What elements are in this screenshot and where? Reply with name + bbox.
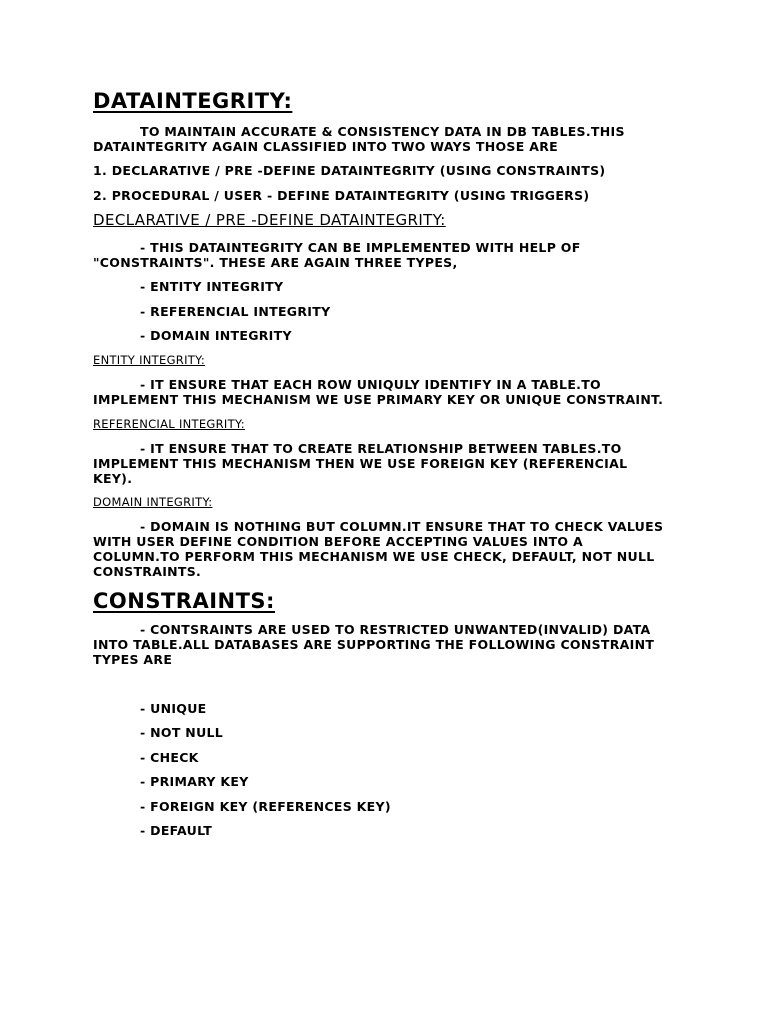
referencial-line: IMPLEMENT THIS MECHANISM THEN WE USE FOREIGN KEY (REFERENCIAL <box>93 456 628 471</box>
integrity-type-referencial: - REFERENCIAL INTEGRITY <box>140 304 331 319</box>
domain-integrity-heading: DOMAIN INTEGRITY: <box>93 495 213 509</box>
constraints-title: CONSTRAINTS: <box>93 589 275 613</box>
referencial-integrity-paragraph <box>93 441 693 486</box>
way-item-procedural: 2. PROCEDURAL / USER - DEFINE DATAINTEGRITY (USING TRIGGERS) <box>93 188 590 203</box>
constraints-line: - CONTSRAINTS ARE USED TO RESTRICTED UNWANTED(INVALID) DATA <box>140 622 651 637</box>
referencial-line: - IT ENSURE THAT TO CREATE RELATIONSHIP BETWEEN TABLES.TO <box>140 441 622 456</box>
entity-integrity-heading: ENTITY INTEGRITY: <box>93 353 206 367</box>
intro-line: DATAINTEGRITY AGAIN CLASSIFIED INTO TWO WAYS THOSE ARE <box>93 139 558 154</box>
constraint-type-foreign-key: - FOREIGN KEY (REFERENCES KEY) <box>140 799 391 814</box>
domain-line: COLUMN.TO PERFORM THIS MECHANISM WE USE CHECK, DEFAULT, NOT NULL <box>93 549 655 564</box>
entity-line: - IT ENSURE THAT EACH ROW UNIQULY IDENTIFY IN A TABLE.TO <box>140 377 601 392</box>
constraints-line: TYPES ARE <box>93 652 173 667</box>
declarative-heading: DECLARATIVE / PRE -DEFINE DATAINTEGRITY: <box>93 211 446 229</box>
constraint-type-default: - DEFAULT <box>140 823 213 838</box>
constraints-paragraph <box>93 622 693 667</box>
constraint-type-unique: - UNIQUE <box>140 701 207 716</box>
referencial-integrity-heading: REFERENCIAL INTEGRITY: <box>93 417 245 431</box>
referencial-line: KEY). <box>93 471 133 486</box>
constraints-line: INTO TABLE.ALL DATABASES ARE SUPPORTING THE FOLLOWING CONSTRAINT <box>93 637 655 652</box>
entity-line: IMPLEMENT THIS MECHANISM WE USE PRIMARY KEY OR UNIQUE CONSTRAINT. <box>93 392 664 407</box>
intro-paragraph <box>93 124 693 154</box>
domain-line: - DOMAIN IS NOTHING BUT COLUMN.IT ENSURE THAT TO CHECK VALUES <box>140 519 664 534</box>
integrity-type-domain: - DOMAIN INTEGRITY <box>140 328 292 343</box>
domain-integrity-paragraph <box>93 519 693 579</box>
intro-line: TO MAINTAIN ACCURATE & CONSISTENCY DATA IN DB TABLES.THIS <box>140 124 625 139</box>
constraint-type-not-null: - NOT NULL <box>140 725 224 740</box>
declarative-line: - THIS DATAINTEGRITY CAN BE IMPLEMENTED WITH HELP OF <box>140 240 581 255</box>
entity-integrity-paragraph <box>93 377 693 407</box>
way-item-declarative: 1. DECLARATIVE / PRE -DEFINE DATAINTEGRITY (USING CONSTRAINTS) <box>93 163 606 178</box>
constraint-type-check: - CHECK <box>140 750 199 765</box>
declarative-line: "CONSTRAINTS". THESE ARE AGAIN THREE TYPES, <box>93 255 458 270</box>
domain-line: WITH USER DEFINE CONDITION BEFORE ACCEPTING VALUES INTO A <box>93 534 583 549</box>
page-title: DATAINTEGRITY: <box>93 89 293 113</box>
constraint-type-primary-key: - PRIMARY KEY <box>140 774 249 789</box>
domain-line: CONSTRAINTS. <box>93 564 202 579</box>
declarative-paragraph <box>93 240 693 270</box>
integrity-type-entity: - ENTITY INTEGRITY <box>140 279 284 294</box>
